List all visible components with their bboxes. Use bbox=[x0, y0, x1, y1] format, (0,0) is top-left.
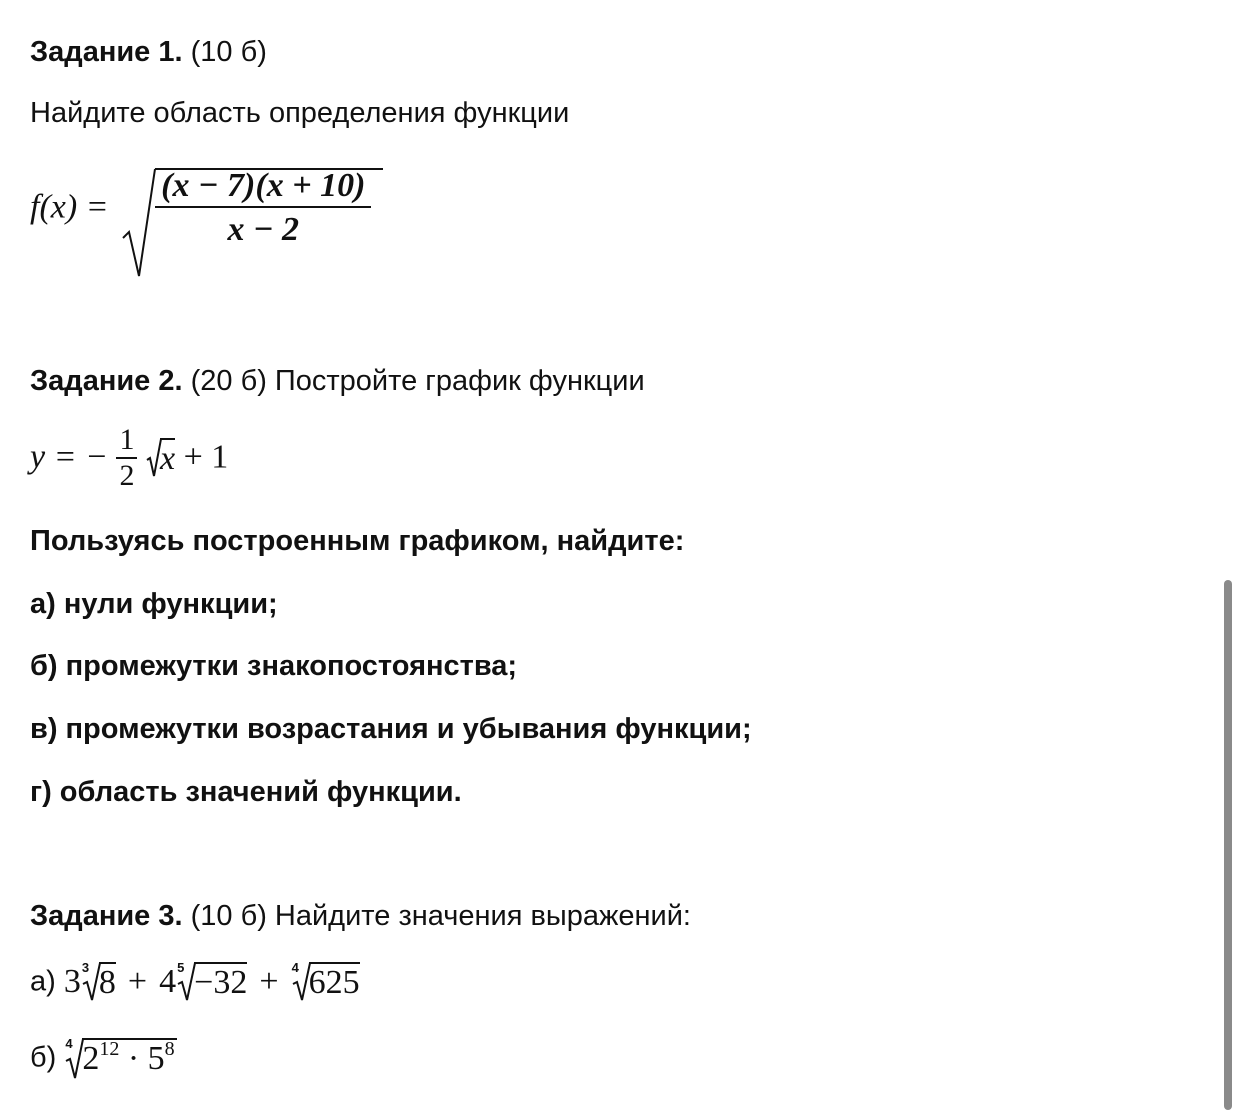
task2-item-a: а) нули функции; bbox=[30, 588, 278, 620]
task3-rest: (10 б) Найдите значения выражений: bbox=[182, 900, 691, 932]
task3-a-radicand3: 625 bbox=[308, 964, 360, 1001]
task2-item-c: в) промежутки возрастания и убывания функции; bbox=[30, 713, 752, 745]
task3-title bbox=[30, 900, 691, 933]
sqrt-sign-icon bbox=[121, 168, 157, 280]
root-sign-icon bbox=[176, 962, 196, 1002]
task1-fraction bbox=[155, 168, 371, 247]
task2-frac-num: 1 bbox=[116, 424, 137, 459]
task2-formula bbox=[30, 424, 228, 491]
task1-heading: Задание 1. bbox=[30, 36, 183, 68]
task3-b-base2: 5 bbox=[147, 1040, 165, 1077]
task3-expression-b bbox=[30, 1038, 177, 1078]
task3-expression-a bbox=[30, 962, 360, 1002]
root-sign-icon bbox=[291, 962, 311, 1002]
task3-a-root2 bbox=[176, 962, 247, 1002]
task3-a-root3 bbox=[291, 962, 360, 1002]
task2-rest: (20 б) Постройте график функции bbox=[182, 365, 645, 397]
task2-sqrt bbox=[146, 438, 175, 478]
task1-denominator: x − 2 bbox=[227, 210, 300, 248]
task1-points: (10 б) bbox=[182, 36, 267, 68]
task2-tail: + 1 bbox=[183, 438, 229, 476]
task3-a-index3: 4 bbox=[291, 960, 299, 975]
task3-b-exp1: 12 bbox=[99, 1038, 120, 1060]
task3-b-dot: · bbox=[127, 1040, 140, 1077]
task2-item-b: б) промежутки знакопостоянства; bbox=[30, 650, 518, 682]
task1-formula bbox=[30, 168, 371, 247]
task3-a-radicand1: 8 bbox=[98, 964, 116, 1001]
task2-item-d: г) область значений функции. bbox=[30, 776, 462, 808]
task3-a-op2: + bbox=[259, 963, 279, 1000]
task3-heading: Задание 3. bbox=[30, 900, 183, 932]
task1-numerator: (x − 7)(x + 10) bbox=[155, 168, 371, 208]
task3-a-index2: 5 bbox=[177, 960, 185, 975]
task2-heading: Задание 2. bbox=[30, 365, 183, 397]
task3-b-exp2: 8 bbox=[164, 1038, 175, 1060]
task2-radicand: x bbox=[159, 439, 176, 477]
task3-a-root1 bbox=[81, 962, 116, 1002]
task1-sqrt bbox=[121, 168, 371, 247]
task3-b-root bbox=[64, 1038, 176, 1078]
task2-formula-lhs: y = − bbox=[30, 438, 108, 476]
task1-formula-lhs: f(x) = bbox=[30, 188, 109, 226]
task2-fraction bbox=[116, 424, 137, 491]
task3-b-index: 4 bbox=[65, 1036, 73, 1051]
task3-a-radicand2: −32 bbox=[194, 964, 248, 1001]
task3-a-label: а) bbox=[30, 965, 56, 998]
sqrt-sign-icon bbox=[146, 438, 162, 478]
task3-b-label: б) bbox=[30, 1041, 57, 1074]
task2-frac-den: 2 bbox=[119, 458, 135, 492]
root-sign-icon bbox=[81, 962, 101, 1002]
task3-a-op1: + bbox=[127, 963, 148, 1000]
task2-prompt: Пользуясь построенным графиком, найдите: bbox=[30, 525, 685, 557]
task2-title bbox=[30, 365, 645, 398]
task3-a-index1: 3 bbox=[81, 960, 90, 975]
task3-a-coef1: 3 bbox=[63, 963, 81, 1000]
root-sign-icon bbox=[64, 1038, 84, 1080]
sqrt-vinculum bbox=[155, 168, 383, 171]
task1-instruction: Найдите область определения функции bbox=[30, 97, 570, 129]
task1-title bbox=[30, 36, 267, 69]
task3-b-base1: 2 bbox=[82, 1040, 100, 1077]
task3-a-coef2: 4 bbox=[159, 963, 177, 1000]
vertical-scrollbar[interactable] bbox=[1224, 580, 1232, 1110]
